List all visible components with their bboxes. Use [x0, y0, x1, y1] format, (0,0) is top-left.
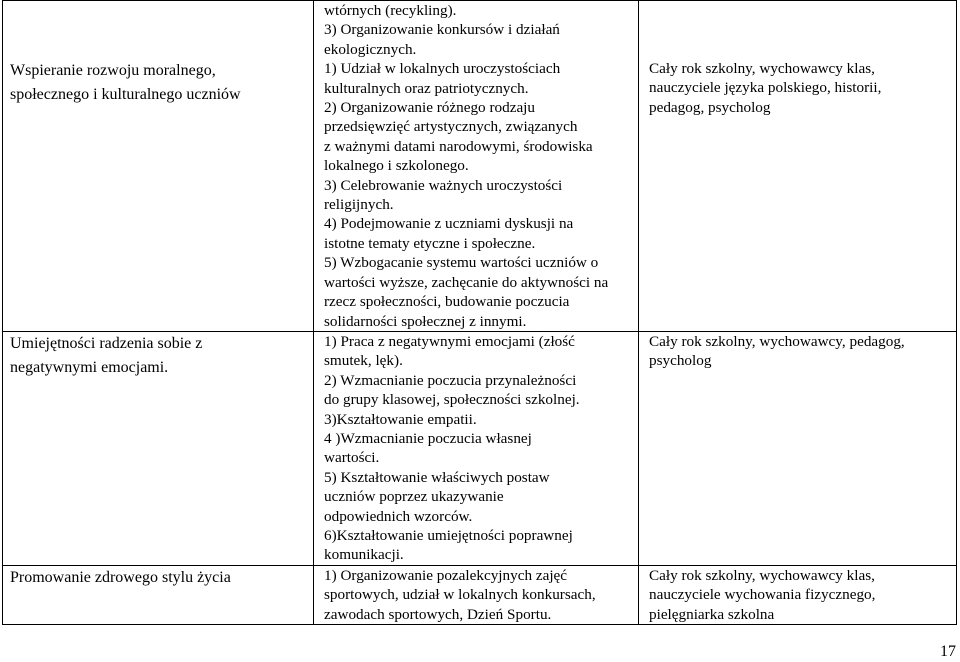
activity-line: wartości wyższe, zachęcanie do aktywności na [324, 273, 609, 291]
activity-line: 1) Praca z negatywnymi emocjami (złość [324, 332, 575, 350]
responsible-line: Cały rok szkolny, wychowawcy, pedagog, [649, 332, 905, 350]
responsible-line: pedagog, psycholog [649, 98, 771, 116]
activity-line: do grupy klasowej, społeczności szkolnej. [324, 391, 580, 409]
table-row [3, 331, 957, 565]
responsible-line: nauczyciele wychowania fizycznego, [649, 586, 876, 604]
activity-line: komunikacji. [324, 546, 404, 564]
responsible-line: Cały rok szkolny, wychowawcy klas, [649, 566, 875, 584]
activity-line: 4) Podejmowanie z uczniami dyskusji na [324, 215, 574, 233]
activities-cell [314, 565, 639, 624]
activity-line: kulturalnych oraz patriotycznych. [324, 79, 529, 97]
table-row [3, 565, 957, 624]
activity-line: sportowych, udział w lokalnych konkursach, [324, 586, 596, 604]
area-line: Promowanie zdrowego stylu życia [10, 568, 231, 586]
activity-line: 4 )Wzmacnianie poczucia własnej [324, 429, 532, 447]
area-line: Umiejętności radzenia sobie z [10, 334, 203, 352]
activity-line: z ważnymi datami narodowymi, środowiska [324, 137, 593, 155]
responsible-cell [639, 565, 957, 624]
area-line: Wspieranie rozwoju moralnego, [10, 62, 216, 79]
program-table [2, 0, 957, 625]
activity-line: uczniów poprzez ukazywanie [324, 488, 504, 506]
activity-line: 3) Celebrowanie ważnych uroczystości [324, 176, 563, 194]
activity-line: smutek, lęk). [324, 352, 403, 370]
activity-line: religijnych. [324, 196, 394, 214]
activity-line: 2) Organizowanie różnego rodzaju [324, 99, 535, 117]
activity-line: 1) Organizowanie pozalekcyjnych zajęć [324, 566, 568, 584]
area-line: społecznego i kulturalnego uczniów [10, 86, 241, 103]
responsible-line: psycholog [649, 352, 712, 370]
activity-line: 2) Wzmacnianie poczucia przynależności [324, 371, 577, 389]
activity-line: 3)Kształtowanie empatii. [324, 410, 477, 428]
activity-line: 5) Wzbogacanie systemu wartości uczniów o [324, 254, 599, 272]
responsible-cell [639, 331, 957, 565]
activity-line: ekologicznych. [324, 40, 417, 58]
area-line: negatywnymi emocjami. [10, 358, 169, 376]
activity-line: zawodach sportowych, Dzień Sportu. [324, 605, 552, 623]
area-cell [3, 1, 314, 332]
activity-line: lokalnego i szkolonego. [324, 157, 469, 175]
activity-line: 1) Udział w lokalnych uroczystościach [324, 60, 561, 78]
responsible-line: Cały rok szkolny, wychowawcy klas, [649, 60, 875, 77]
responsible-line: nauczyciele języka polskiego, historii, [649, 79, 882, 97]
activity-line: odpowiednich wzorców. [324, 507, 473, 525]
table-row [3, 1, 957, 332]
activity-line: rzecz społeczności, budowanie poczucia [324, 293, 570, 311]
page-number: 17 [940, 643, 956, 660]
responsible-line: pielęgniarka szkolna [649, 605, 775, 623]
activity-line: wartości. [324, 449, 380, 467]
area-cell [3, 331, 314, 565]
activity-line: solidarności społecznej z innymi. [324, 312, 527, 330]
activity-line: istotne tematy etyczne i społeczne. [324, 234, 536, 252]
activity-line: 6)Kształtowanie umiejętności poprawnej [324, 526, 573, 544]
activity-line: przedsięwzięć artystycznych, związanych [324, 118, 578, 136]
activity-line: 3) Organizowanie konkursów i działań [324, 21, 560, 39]
area-cell [3, 565, 314, 624]
activities-cell [314, 1, 639, 332]
activities-cell [314, 331, 639, 565]
activity-line: wtórnych (recykling). [324, 2, 457, 19]
responsible-cell [639, 1, 957, 332]
activity-line: 5) Kształtowanie właściwych postaw [324, 468, 550, 486]
